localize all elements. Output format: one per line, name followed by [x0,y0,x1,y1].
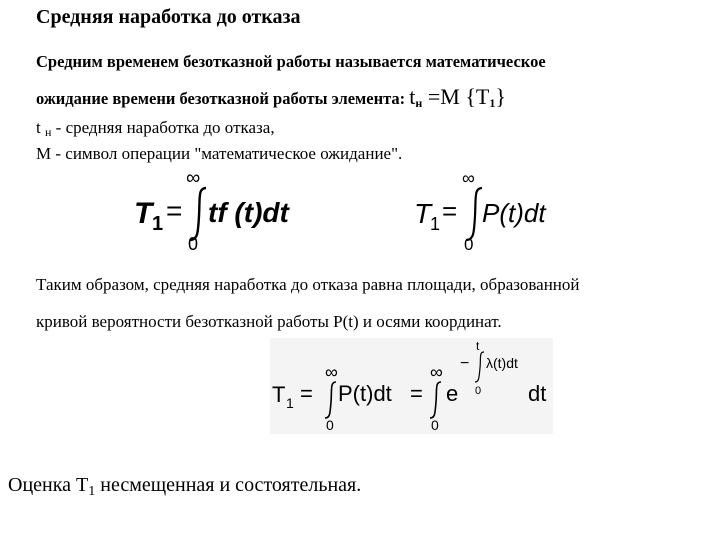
definition-t-subscript: н [415,96,423,110]
notation-line-2: М - символ операции "математическое ожидание". [36,144,403,163]
formula1-equals: = [166,195,183,226]
formula3-int1-integrand: P(t)dt [338,381,392,406]
notation-t-subscript: н [44,125,52,139]
notation-line-1 [36,118,275,138]
formula3-equals-2: = [410,381,423,406]
conclusion-prefix: Оценка Т [8,474,89,496]
definition-t: t [409,84,416,109]
formula3-int1-sign [325,382,336,418]
formula3-exp-minus: − [460,355,470,372]
conclusion-subscript: 1 [88,484,96,499]
statement-line-1: Таким образом, средняя наработка до отказа равна площади, образованной [36,275,580,294]
formula2-upper-limit: ∞ [462,168,475,188]
formula3-int2-sign [430,382,441,418]
formula2-lhs: T [414,198,432,229]
formula-mean-time-density [128,168,308,252]
formula1-lhs-subscript: 1 [152,213,164,235]
formula1-lower-limit: 0 [188,234,199,252]
formula3-equals-1: = [300,381,313,406]
formula2-lower-limit: 0 [464,235,474,252]
formula2-integrand: P(t)dt [482,198,546,228]
formula-mean-time-failure-rate [270,338,553,434]
formula1-lhs: T [134,197,153,230]
formula3-int1-upper: ∞ [325,362,338,382]
definition-expression-subscript: 1 [489,96,496,110]
conclusion [8,474,361,497]
definition-line-1: Средним временем безотказной работы называется математическое [36,52,546,71]
formula1-integral-sign [190,188,206,240]
formula3-exp-int-sign [475,352,484,382]
notation-text: - средняя наработка до отказа, [51,118,275,137]
formula3-exp-base: e [446,381,459,406]
definition-expression-end: } [495,84,506,109]
definition-line-2 [36,84,506,110]
notation-t: t [36,118,41,137]
formula3-int1-lower: 0 [326,417,334,433]
formula1-upper-limit: ∞ [186,168,201,189]
formula3-tail: dt [528,381,547,406]
formula3-int2-lower: 0 [431,417,439,433]
formula3-exp-int-upper: t [476,339,480,353]
formula2-integral-sign [466,188,482,240]
page-title: Средняя наработка до отказа [36,6,301,28]
formula1-integrand: tf (t)dt [208,197,289,228]
formula2-lhs-subscript: 1 [430,214,441,234]
definition-text: ожидание времени безотказной работы элемента: [36,89,410,108]
statement-line-2: кривой вероятности безотказной работы P(t) и осями координат. [36,312,502,331]
formula3-int2-upper: ∞ [430,362,443,382]
formula3-lhs-subscript: 1 [286,395,294,411]
formula3-exp-int-lower: 0 [475,385,482,397]
formula3-lhs: T [272,382,286,407]
formula2-equals: = [442,196,458,226]
definition-expression: =M {T [422,84,490,109]
conclusion-suffix: несмещенная и состоятельная. [95,474,362,496]
formula3-exp-integrand: λ(t)dt [486,355,518,371]
formula-mean-time-probability [410,168,570,252]
